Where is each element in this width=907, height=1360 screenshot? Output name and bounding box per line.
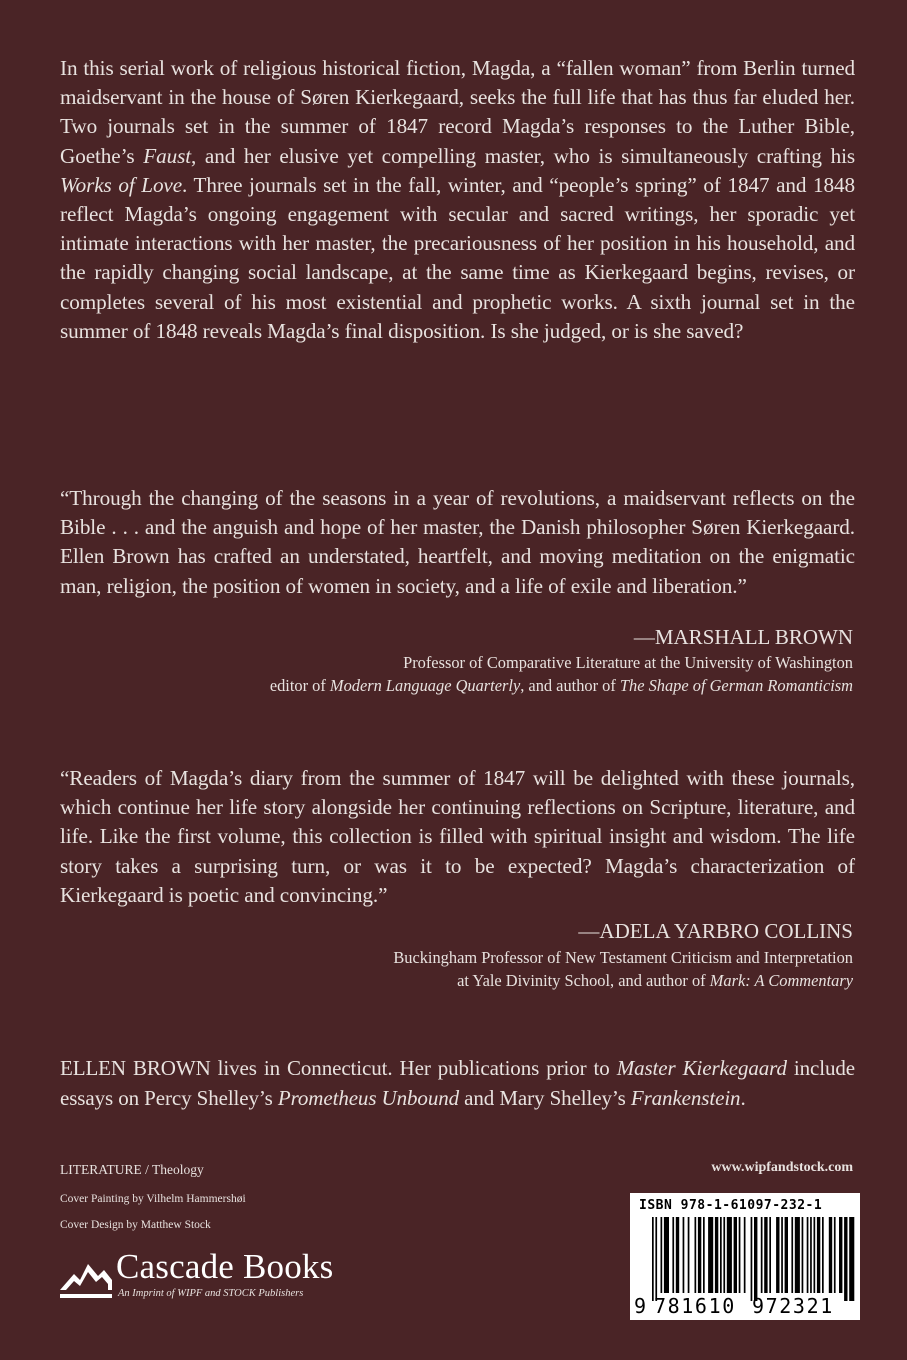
barcode-bar (776, 1217, 779, 1293)
endorsement-quote-2: “Readers of Magda’s diary from the summer of 1847 will be delighted with these journals, which continue her life story alongside her continuing reflections on Scripture, literature, and life. Like the first volume, this collection is filled with spiritual insight and wisdom. The life story takes a surprising turn, or was it to be expected? Magda’s characterization of Kierkegaard is poetic and convincing.” (60, 766, 855, 907)
barcode-left-digits: 781610 (654, 1294, 736, 1318)
barcode-bar (810, 1217, 812, 1293)
cover-painting-credit: Cover Painting by Vilhelm Hammershøi (60, 1193, 246, 1205)
affiliation-title: Mark: A Commentary (709, 971, 853, 991)
barcode-bar (683, 1217, 685, 1293)
publisher-logo (58, 1247, 388, 1310)
barcode-bar (751, 1217, 753, 1301)
publisher-name: Cascade Books (116, 1247, 334, 1286)
website-url: www.wipfandstock.com (711, 1160, 853, 1175)
barcode-bar (814, 1217, 816, 1293)
affiliation-title: Modern Language Quarterly (329, 676, 521, 696)
barcode-bar (672, 1217, 674, 1293)
mountain-icon (58, 1250, 114, 1300)
author-bio (60, 1054, 855, 1113)
barcode-bar (715, 1217, 718, 1293)
barcode-bar (817, 1217, 820, 1293)
barcode-bar (802, 1217, 804, 1293)
affiliation-title: The Shape of German Romanticism (619, 676, 853, 696)
affiliation-text: editor of (269, 676, 330, 696)
barcode-bar (688, 1217, 690, 1293)
affiliation-text: , and author of (520, 676, 620, 696)
blurb-text-2: , and her elusive yet compelling master, who is simultaneously crafting his (191, 143, 856, 168)
barcode-bar (781, 1217, 783, 1293)
barcode-bar (829, 1217, 832, 1293)
barcode-bar (754, 1217, 757, 1301)
isbn-label: ISBN 978-1-61097-232-1 (639, 1198, 823, 1213)
endorsement-author-1: —MARSHALL BROWN (633, 625, 853, 649)
bio-text: and Mary Shelley’s (459, 1085, 631, 1110)
barcode-bar (661, 1217, 663, 1293)
barcode-bar (720, 1217, 722, 1293)
barcode-bar (834, 1217, 836, 1293)
affiliation-line (63, 969, 853, 992)
affiliation-text: at Yale Divinity School, and author of (457, 971, 710, 991)
barcode-bar (676, 1217, 679, 1293)
blurb-title-faust: Faust (143, 143, 191, 168)
barcode-right-digits: 972321 (752, 1294, 834, 1318)
barcode-bar (708, 1217, 713, 1293)
barcode-bar (844, 1217, 847, 1301)
bio-text: include essays on Percy Shelley’s (60, 1056, 856, 1110)
barcode-bar (795, 1217, 800, 1293)
bio-title: Frankenstein (630, 1085, 741, 1110)
barcode-bar (761, 1217, 763, 1293)
bio-text: . (740, 1085, 746, 1110)
cover-design-credit: Cover Design by Matthew Stock (60, 1219, 211, 1231)
affiliation-line (63, 674, 853, 697)
barcode-bar (791, 1217, 793, 1293)
blurb-text-1: In this serial work of religious historical fiction, Magda, a “fallen woman” from Berlin turned maidservant in the house of Søren Kierkegaard, seeks the full life that has thus far eluded her. Two journals set in the summer of 1847 record Magda’s responses to the Luther Bible, Goethe’s (60, 56, 855, 168)
barcode-bar (739, 1217, 741, 1293)
endorsement-affiliation-1 (63, 651, 853, 698)
barcode-bar (723, 1217, 725, 1293)
barcode-bar (764, 1217, 767, 1293)
affiliation-line: Buckingham Professor of New Testament Criticism and Interpretation (393, 948, 853, 967)
barcode-bar (839, 1217, 842, 1293)
barcode-bar (703, 1217, 705, 1293)
barcode-bar (769, 1217, 771, 1293)
endorsement-quote-1: “Through the changing of the seasons in a year of revolutions, a maidservant reflects on the Bible . . . and the anguish and hope of her master, the Danish philosopher Søren Kierkegaard. Ellen Brown has crafted an understated, heartfelt, and moving meditation on the enigmatic man, religion, the position of women in society, and a life of exile and liberation.” (60, 486, 855, 598)
barcode-bar (807, 1217, 809, 1293)
barcode-bar (664, 1217, 669, 1293)
barcode-bar (655, 1217, 657, 1301)
barcode-bar (695, 1217, 697, 1293)
publisher-imprint: An Imprint of WIPF and STOCK Publishers (118, 1288, 304, 1299)
endorsement-affiliation-2 (63, 946, 853, 993)
barcode-bar (727, 1217, 732, 1293)
isbn-barcode (630, 1193, 860, 1320)
barcode-bar (744, 1217, 746, 1293)
blurb-title-works-of-love: Works of Love (60, 172, 183, 197)
category-label: LITERATURE / Theology (60, 1162, 204, 1177)
barcode-bar (822, 1217, 824, 1293)
barcode-bar (734, 1217, 737, 1293)
affiliation-line: Professor of Comparative Literature at the University of Washington (403, 653, 853, 672)
bio-title: Prometheus Unbound (277, 1085, 460, 1110)
bio-text: ELLEN BROWN lives in Connecticut. Her publications prior to (60, 1056, 617, 1080)
barcode-bar (698, 1217, 701, 1293)
barcode-first-digit: 9 (634, 1294, 647, 1318)
description-blurb (60, 54, 855, 346)
blurb-text-3: . Three journals set in the fall, winter, and “people’s spring” of 1847 and 1848 reflect Magda’s ongoing engagement with secular and sacred writings, her sporadic yet intimate interactions with her master, the precariousness of her position in his household, and the rapidly changing social landscape, at the same time as Kierkegaard begins, revises, or completes several of his most existential and prophetic works. A sixth journal set in the summer of 1848 reveals Magda’s final disposition. Is she judged, or is she saved? (60, 172, 855, 343)
endorsement-author-2: —ADELA YARBRO COLLINS (578, 919, 853, 943)
barcode-bar (849, 1217, 854, 1301)
barcode-bar (652, 1217, 654, 1301)
barcode-bar (785, 1217, 788, 1293)
bio-title: Master Kierkegaard (616, 1056, 787, 1080)
